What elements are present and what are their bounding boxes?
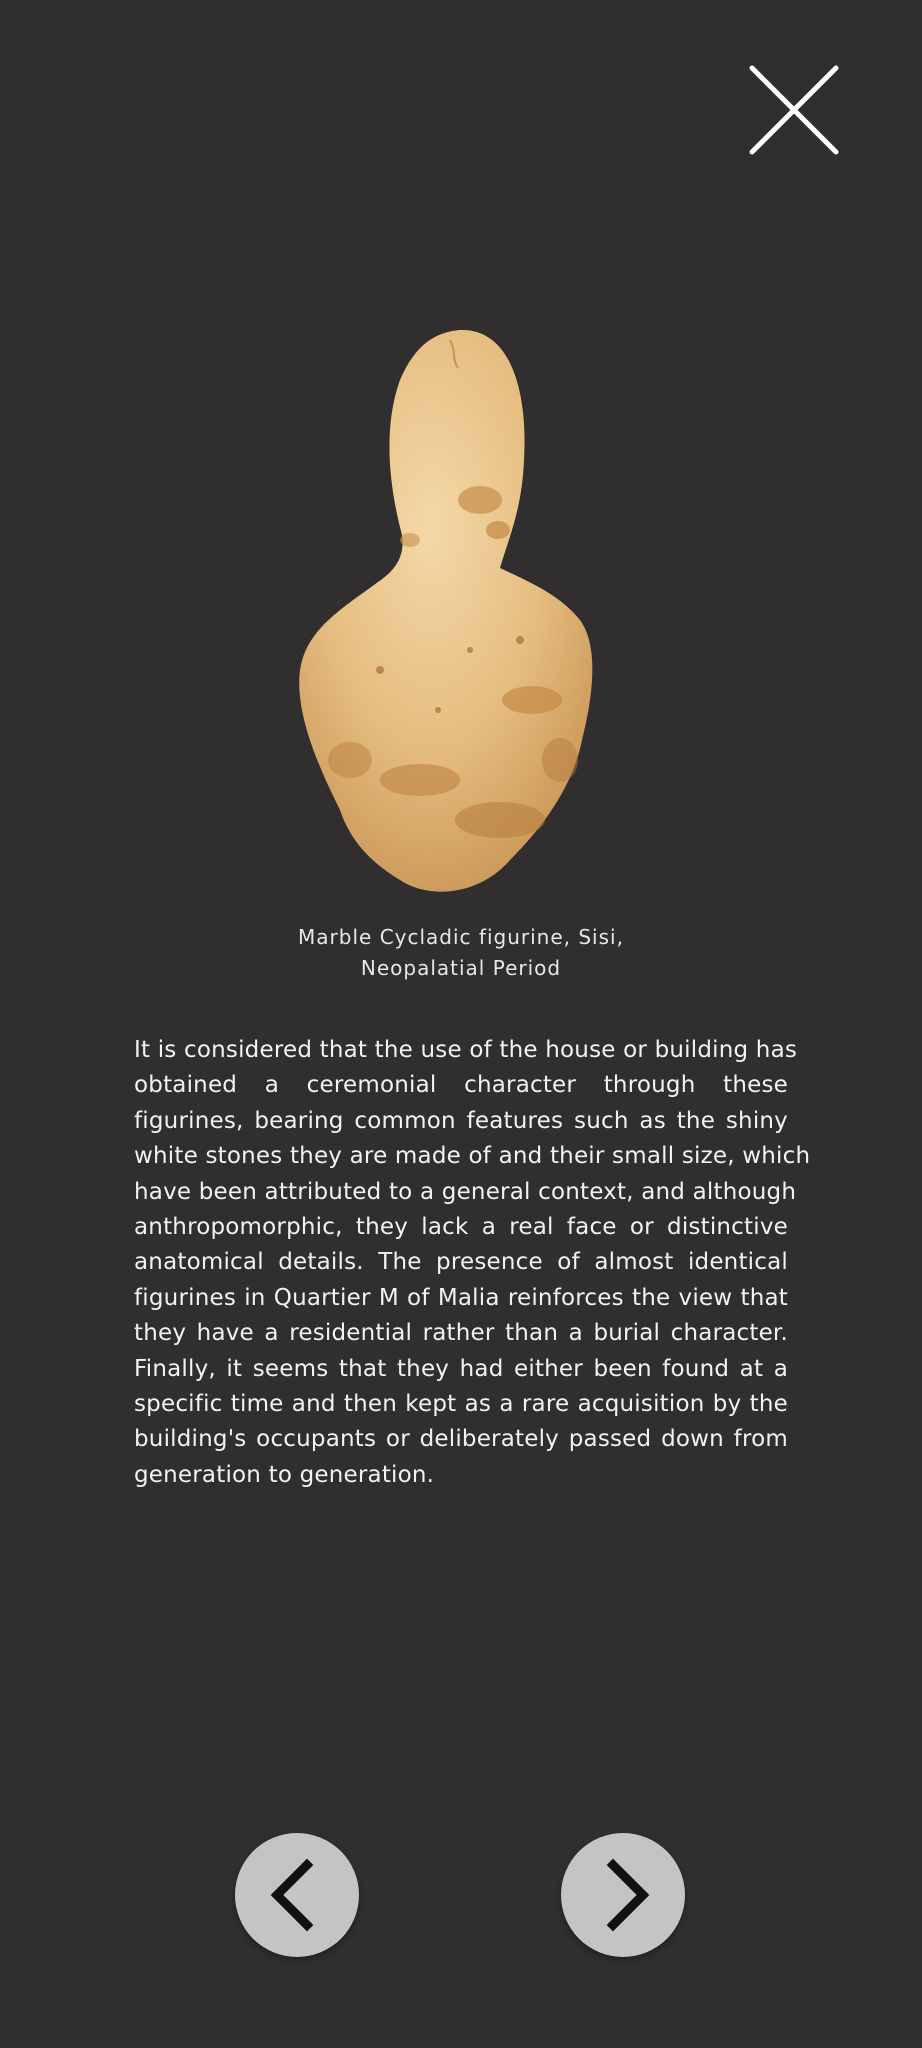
description-line: Finally, it seems that they had either been found at a xyxy=(134,1355,788,1382)
description-line: anthropomorphic, they lack a real face or distinctive xyxy=(134,1214,788,1241)
artifact-image xyxy=(270,320,650,910)
description-line: generation to generation. xyxy=(134,1461,435,1488)
previous-button[interactable] xyxy=(235,1833,359,1957)
close-button[interactable] xyxy=(744,60,844,160)
description-line: white stones they are made of and their small size, which xyxy=(134,1143,811,1170)
close-icon xyxy=(744,60,844,160)
description-line: obtained a ceremonial character through these xyxy=(134,1072,788,1099)
description-line: It is considered that the use of the house or building has xyxy=(134,1037,798,1063)
description-line: building's occupants or deliberately passed down from xyxy=(134,1426,788,1453)
artifact-description xyxy=(134,1033,811,1493)
caption-line: Neopalatial Period xyxy=(360,956,562,980)
description-line: anatomical details. The presence of almost identical xyxy=(134,1249,788,1276)
description-line: they have a residential rather than a burial character. xyxy=(134,1320,788,1347)
next-button[interactable] xyxy=(561,1833,685,1957)
description-line: figurines in Quartier M of Malia reinforces the view that xyxy=(134,1284,788,1311)
chevron-left-icon xyxy=(235,1833,359,1957)
caption-line: Marble Cycladic figurine, Sisi, xyxy=(298,925,624,949)
description-line: have been attributed to a general context, and although xyxy=(134,1178,797,1205)
artifact-caption xyxy=(161,922,761,984)
marble-figurine-illustration xyxy=(270,320,650,910)
description-line: figurines, bearing common features such as the shiny xyxy=(134,1107,788,1134)
chevron-right-icon xyxy=(561,1833,685,1957)
description-line: specific time and then kept as a rare acquisition by the xyxy=(134,1391,788,1418)
